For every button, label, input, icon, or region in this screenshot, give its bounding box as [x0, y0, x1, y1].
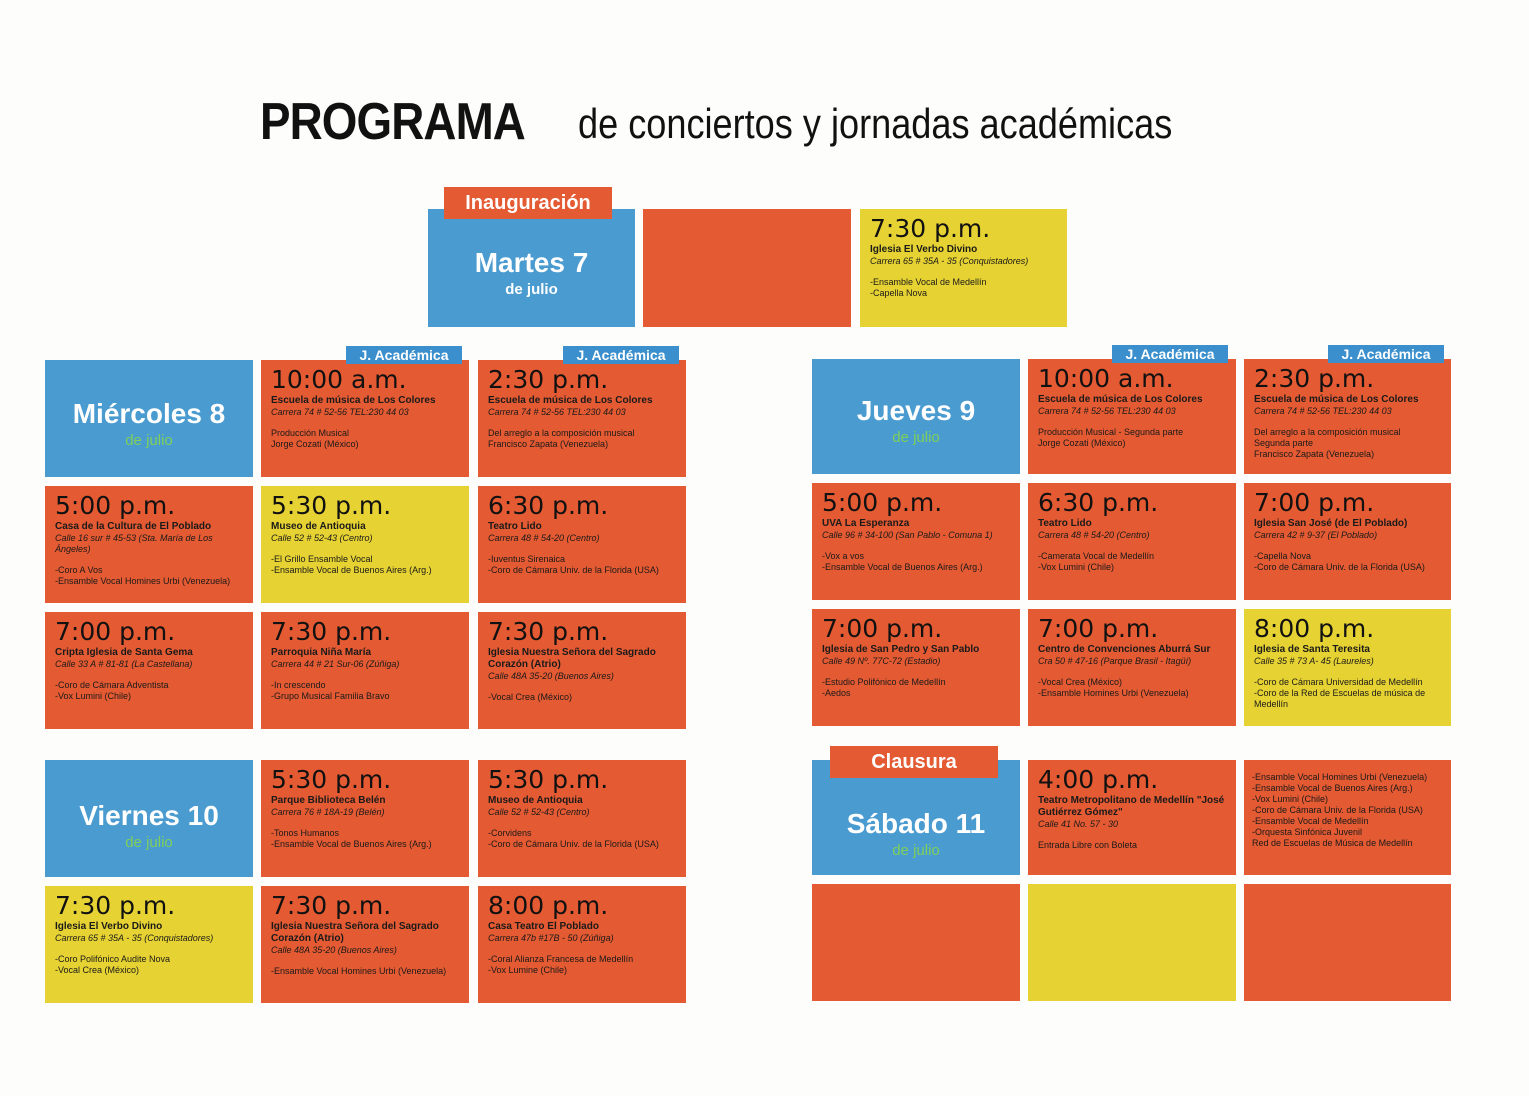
event-time: 10:00 a.m.: [1038, 364, 1174, 393]
performer: -Coro de Cámara Univ. de la Florida (USA): [1254, 562, 1425, 572]
event-venue: Casa Teatro El Poblado: [488, 921, 599, 932]
event-venue: Parque Biblioteca Belén: [271, 795, 386, 806]
event-venue: Escuela de música de Los Colores: [1254, 394, 1419, 405]
event-venue: Iglesia de San Pedro y San Pablo: [822, 644, 980, 655]
event-venue: Centro de Convenciones Aburrá Sur: [1038, 644, 1211, 655]
day-sub: de julio: [125, 432, 173, 449]
performer: -Vocal Crea (México): [1038, 677, 1123, 687]
tag-academica: J. Académica: [1112, 345, 1228, 363]
performer: -Coro de Cámara Univ. de la Florida (USA): [488, 565, 659, 575]
day-viernes: [45, 760, 253, 877]
event-venue: Museo de Antioquia: [271, 521, 366, 532]
event-address: Carrera 65 # 35A - 35 (Conquistadores): [55, 933, 214, 943]
event-time: 7:30 p.m.: [488, 617, 609, 646]
event-venue: Teatro Lido: [1038, 518, 1092, 529]
performer: -Estudio Polifónico de Medellín: [822, 677, 946, 687]
event-address: Carrera 74 # 52-56 TEL:230 44 03: [1038, 406, 1176, 416]
performer: -Aedos: [822, 688, 851, 698]
event-venue: Teatro Metropolitano de Medellín "José Gutiérrez Gómez": [1038, 795, 1225, 818]
day-sub: de julio: [505, 281, 558, 298]
event-venue: Escuela de música de Los Colores: [1038, 394, 1203, 405]
page-title: PROGRAMA: [260, 93, 525, 151]
event-venue: Teatro Lido: [488, 521, 542, 532]
event-time: 8:00 p.m.: [488, 891, 609, 920]
event-card: [812, 609, 1020, 726]
event-venue: Escuela de música de Los Colores: [271, 395, 436, 406]
performer: -Coro de Cámara Univ. de la Florida (USA): [488, 839, 659, 849]
event-card: [478, 612, 686, 729]
event-time: 5:30 p.m.: [271, 491, 392, 520]
day-sub: de julio: [892, 842, 940, 859]
event-time: 4:00 p.m.: [1038, 765, 1159, 794]
event-time: 7:30 p.m.: [271, 891, 392, 920]
event-time: 10:00 a.m.: [271, 365, 407, 394]
event-address: Calle 41 No. 57 - 30: [1038, 819, 1119, 829]
event-time: 5:30 p.m.: [488, 765, 609, 794]
performer: -Ensamble Vocal de Buenos Aires (Arg.): [1252, 783, 1413, 793]
event-card: [1028, 609, 1236, 726]
event-address: Carrera 76 # 18A-19 (Belén): [271, 807, 385, 817]
event-time: 7:30 p.m.: [55, 891, 176, 920]
event-venue: Casa de la Cultura de El Poblado: [55, 521, 212, 532]
tag-academica: J. Académica: [346, 346, 462, 364]
performer: -Corvidens: [488, 828, 532, 838]
event-card: [478, 486, 686, 603]
performer: -Iuventus Sirenaica: [488, 554, 566, 564]
performer: Producción Musical - Segunda parte: [1038, 427, 1184, 437]
event-card: [261, 486, 469, 603]
performer: -Capella Nova: [1254, 551, 1312, 561]
event-card: [45, 612, 253, 729]
performer: -Vox Lumini (Chile): [1252, 794, 1329, 804]
event-card: [812, 483, 1020, 600]
event-address: Calle 35 # 73 A- 45 (Laureles): [1254, 656, 1374, 666]
event-card: [1028, 483, 1236, 600]
color-block: [643, 209, 851, 327]
event-address: Carrera 47b #17B - 50 (Zúñiga): [488, 933, 614, 943]
day-sub: de julio: [892, 429, 940, 446]
performer: -Vox Lumini (Chile): [1038, 562, 1115, 572]
performer: Francisco Zapata (Venezuela): [488, 439, 609, 449]
event-card: [478, 360, 686, 477]
event-address: Calle 52 # 52-43 (Centro): [488, 807, 590, 817]
event-venue: Escuela de música de Los Colores: [488, 395, 653, 406]
performer: -Vocal Crea (México): [55, 965, 140, 975]
event-time: 7:00 p.m.: [1254, 488, 1375, 517]
performer: -Ensamble Vocal de Buenos Aires (Arg.): [271, 565, 432, 575]
performer: Del arreglo a la composición musical: [488, 428, 635, 438]
performer: Jorge Cozati (México): [271, 439, 359, 449]
event-card: [261, 760, 469, 877]
event-address: Calle 33 A # 81-81 (La Castellana): [55, 659, 193, 669]
tag-inauguracion: Inauguración: [444, 187, 612, 219]
performer: -In crescendo: [271, 680, 326, 690]
event-time: 7:00 p.m.: [55, 617, 176, 646]
performer: -Capella Nova: [870, 288, 928, 298]
color-block: [812, 884, 1020, 1001]
performer: -Ensamble Vocal Homines Urbi (Venezuela): [271, 966, 447, 976]
performer: -Vox Lumini (Chile): [55, 691, 132, 701]
event-time: 7:30 p.m.: [271, 617, 392, 646]
day-name: Jueves 9: [856, 395, 976, 426]
tag-academica: J. Académica: [1328, 345, 1444, 363]
event-time: 5:00 p.m.: [822, 488, 943, 517]
performer: -Ensamble Vocal de Medellín: [870, 277, 987, 287]
event-card: [1244, 359, 1451, 474]
performer: -Coro de la Red de Escuelas de música de Medellín: [1254, 688, 1426, 709]
event-venue: Iglesia de Santa Teresita: [1254, 644, 1370, 655]
event-address: Calle 52 # 52-43 (Centro): [271, 533, 373, 543]
event-address: Carrera 48 # 54-20 (Centro): [1038, 530, 1150, 540]
performer: -Tonos Humanos: [271, 828, 340, 838]
event-card: [1028, 760, 1236, 875]
color-block: [1028, 884, 1236, 1001]
event-card: [261, 886, 469, 1003]
performer: -Coro de Cámara Univ. de la Florida (USA): [1252, 805, 1423, 815]
event-time: 2:30 p.m.: [1254, 364, 1375, 393]
performer: Del arreglo a la composición musical: [1254, 427, 1401, 437]
performer: -Coral Alianza Francesa de Medellín: [488, 954, 634, 964]
day-sub: de julio: [125, 834, 173, 851]
event-card: [1028, 359, 1236, 474]
event-address: Calle 96 # 34-100 (San Pablo - Comuna 1): [822, 530, 993, 540]
performer: -Ensamble Homines Urbi (Venezuela): [1038, 688, 1189, 698]
tag-clausura: Clausura: [830, 746, 998, 778]
event-time: 5:00 p.m.: [55, 491, 176, 520]
event-address: Calle 49 Nº. 77C-72 (Estadio): [822, 656, 941, 666]
event-card: [478, 886, 686, 1003]
day-martes: [428, 209, 635, 327]
event-time: 6:30 p.m.: [488, 491, 609, 520]
day-jueves: [812, 359, 1020, 474]
event-address: Carrera 48 # 54-20 (Centro): [488, 533, 600, 543]
performer: -Ensamble Vocal de Buenos Aires (Arg.): [822, 562, 983, 572]
day-name: Sábado 11: [846, 808, 986, 839]
performer: -Ensamble Vocal Homines Urbi (Venezuela): [55, 576, 231, 586]
performer: -Camerata Vocal de Medellín: [1038, 551, 1155, 561]
performer: Segunda parte: [1254, 438, 1314, 448]
event-address: Cra 50 # 47-16 (Parque Brasil - Itagüí): [1038, 656, 1192, 666]
event-time: 7:30 p.m.: [870, 214, 991, 243]
event-venue: Iglesia El Verbo Divino: [55, 921, 163, 932]
performer: -Vox Lumine (Chile): [488, 965, 568, 975]
event-venue: Iglesia Nuestra Señora del Sagrado Corazón (Atrio): [488, 647, 656, 670]
event-time: 7:00 p.m.: [822, 614, 943, 643]
tag-academica: J. Académica: [563, 346, 679, 364]
day-name: Miércoles 8: [72, 398, 226, 429]
event-card: [261, 360, 469, 477]
performer: -Coro A Vos: [55, 565, 103, 575]
event-card: [478, 760, 686, 877]
event-venue: Iglesia El Verbo Divino: [870, 244, 978, 255]
page-subtitle: de conciertos y jornadas académicas: [578, 100, 1173, 147]
event-card: [1244, 483, 1451, 600]
performer: -Orquesta Sinfónica Juvenil: [1252, 827, 1363, 837]
day-miercoles: [45, 360, 253, 477]
performer: -El Grillo Ensamble Vocal: [271, 554, 373, 564]
event-venue: Iglesia San José (de El Poblado): [1254, 518, 1408, 529]
event-card: [860, 209, 1067, 327]
event-venue: Parroquia Niña María: [271, 647, 372, 658]
performer: Producción Musical: [271, 428, 350, 438]
performer: -Coro de Cámara Adventista: [55, 680, 169, 690]
performer: -Coro de Cámara Universidad de Medellín: [1254, 677, 1423, 687]
event-address: Carrera 44 # 21 Sur-06 (Zúñiga): [271, 659, 400, 669]
event-time: 8:00 p.m.: [1254, 614, 1375, 643]
event-venue: Iglesia Nuestra Señora del Sagrado Corazón (Atrio): [271, 921, 439, 944]
performer: Jorge Cozati (México): [1038, 438, 1126, 448]
performer: Red de Escuelas de Música de Medellín: [1252, 838, 1413, 848]
event-address: Carrera 65 # 35A - 35 (Conquistadores): [870, 256, 1029, 266]
performer: Entrada Libre con Boleta: [1038, 840, 1138, 850]
event-card: [45, 886, 253, 1003]
performer: -Vox a vos: [822, 551, 865, 561]
color-block: [1244, 884, 1451, 1001]
performer: -Ensamble Vocal Homines Urbi (Venezuela): [1252, 772, 1428, 782]
event-address: Calle 16 sur # 45-53 (Sta. María de Los Ángeles): [55, 533, 213, 554]
event-venue: UVA La Esperanza: [822, 518, 910, 529]
event-venue: Museo de Antioquia: [488, 795, 583, 806]
event-address: Calle 48A 35-20 (Buenos Aires): [488, 671, 614, 681]
performer: Francisco Zapata (Venezuela): [1254, 449, 1375, 459]
event-address: Carrera 74 # 52-56 TEL:230 44 03: [488, 407, 626, 417]
event-venue: Cripta Iglesia de Santa Gema: [55, 647, 193, 658]
event-time: 5:30 p.m.: [271, 765, 392, 794]
event-address: Carrera 42 # 9-37 (El Poblado): [1254, 530, 1378, 540]
event-card: [1244, 609, 1451, 726]
day-name: Martes 7: [474, 247, 589, 278]
event-time: 6:30 p.m.: [1038, 488, 1159, 517]
event-address: Calle 48A 35-20 (Buenos Aires): [271, 945, 397, 955]
performer: -Ensamble Vocal de Medellín: [1252, 816, 1369, 826]
event-address: Carrera 74 # 52-56 TEL:230 44 03: [1254, 406, 1392, 416]
performer: -Coro Polifónico Audite Nova: [55, 954, 171, 964]
event-time: 7:00 p.m.: [1038, 614, 1159, 643]
event-time: 2:30 p.m.: [488, 365, 609, 394]
performer: -Ensamble Vocal de Buenos Aires (Arg.): [271, 839, 432, 849]
performer: -Vocal Crea (México): [488, 692, 573, 702]
performer: -Grupo Musical Familia Bravo: [271, 691, 390, 701]
day-name: Viernes 10: [79, 800, 219, 831]
clausura-performers: [1244, 760, 1451, 875]
event-address: Carrera 74 # 52-56 TEL:230 44 03: [271, 407, 409, 417]
event-card: [261, 612, 469, 729]
event-card: [45, 486, 253, 603]
